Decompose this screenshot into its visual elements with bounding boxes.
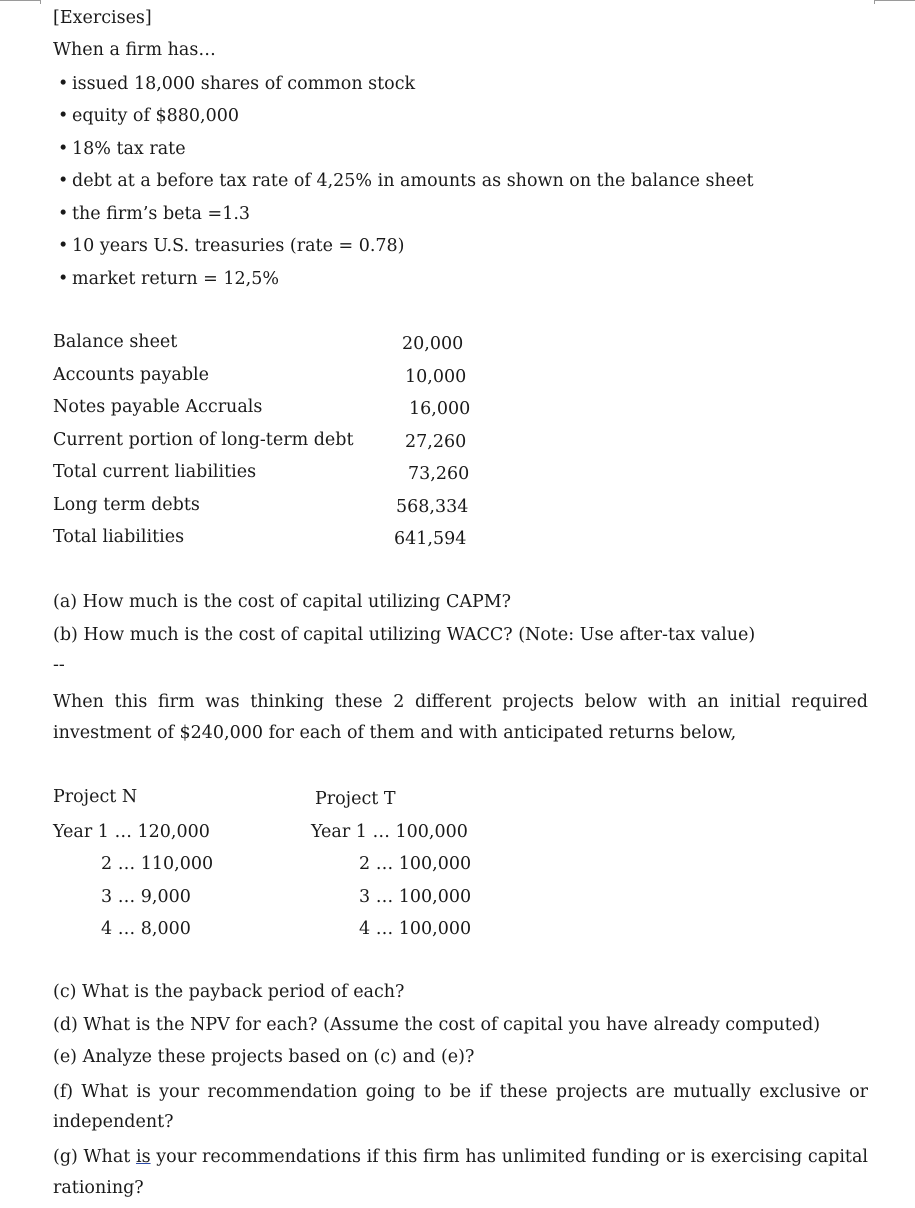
exercises-header: [Exercises] xyxy=(53,8,152,28)
bullet-item: • issued 18,000 shares of common stock xyxy=(58,74,416,94)
question-g-line2: rationing? xyxy=(53,1178,144,1198)
balance-sheet-value: 10,000 xyxy=(405,367,467,387)
question-f-line1: (f) What is your recommendation going to be if these projects are mutually exclusive or xyxy=(53,1082,868,1102)
projects-intro-line2: investment of $240,000 for each of them and with anticipated returns below, xyxy=(53,723,737,743)
project-n-row: Year 1 … 120,000 xyxy=(53,822,210,842)
page-corner-left xyxy=(0,0,40,1)
balance-sheet-label: Total current liabilities xyxy=(53,462,257,482)
balance-sheet-value: 73,260 xyxy=(408,464,470,484)
question-c: (c) What is the payback period of each? xyxy=(53,982,405,1002)
bullet-item: • 18% tax rate xyxy=(58,139,186,159)
project-n-row: 4 … 8,000 xyxy=(101,919,191,939)
question-b: (b) How much is the cost of capital utilizing WACC? (Note: Use after-tax value) xyxy=(53,625,756,645)
underlined-word: is xyxy=(135,1147,151,1167)
project-n-row: 2 … 110,000 xyxy=(101,854,214,874)
page-corner-left-tick xyxy=(40,0,41,4)
balance-sheet-label: Total liabilities xyxy=(53,527,185,547)
balance-sheet-label: Notes payable Accruals xyxy=(53,397,263,417)
intro-text: When a firm has… xyxy=(53,40,216,60)
bullet-item: • equity of $880,000 xyxy=(58,106,239,126)
project-t-row: 2 … 100,000 xyxy=(359,854,472,874)
question-g-line1: (g) What is your recommendations if this firm has unlimited funding or is exercising capital xyxy=(53,1147,868,1167)
projects-intro-line1: When this firm was thinking these 2 different projects below with an initial required xyxy=(53,692,868,712)
project-t-row: 4 … 100,000 xyxy=(359,919,472,939)
project-n-row: 3 … 9,000 xyxy=(101,887,191,907)
page-corner-right xyxy=(875,0,915,1)
page-corner-right-tick xyxy=(874,0,875,4)
balance-sheet-value: 641,594 xyxy=(394,529,467,549)
balance-sheet-value: 20,000 xyxy=(402,334,464,354)
bullet-item: • market return = 12,5% xyxy=(58,269,279,289)
question-f-line2: independent? xyxy=(53,1112,174,1132)
bullet-item: • the firm’s beta =1.3 xyxy=(58,204,251,224)
balance-sheet-value: 568,334 xyxy=(396,497,469,517)
balance-sheet-label: Long term debts xyxy=(53,495,200,515)
question-d: (d) What is the NPV for each? (Assume the cost of capital you have already computed) xyxy=(53,1015,821,1035)
project-t-row: Year 1 … 100,000 xyxy=(311,822,468,842)
question-a: (a) How much is the cost of capital utilizing CAPM? xyxy=(53,592,512,612)
bullet-item: • debt at a before tax rate of 4,25% in amounts as shown on the balance sheet xyxy=(58,171,754,191)
project-n-title: Project N xyxy=(53,787,138,807)
balance-sheet-value: 16,000 xyxy=(409,399,471,419)
balance-sheet-label: Accounts payable xyxy=(53,365,210,385)
project-t-row: 3 … 100,000 xyxy=(359,887,472,907)
balance-sheet-label: Balance sheet xyxy=(53,332,178,352)
question-e: (e) Analyze these projects based on (c) and (e)? xyxy=(53,1047,475,1067)
separator: -- xyxy=(53,655,65,675)
balance-sheet-label: Current portion of long-term debt xyxy=(53,430,354,450)
bullet-item: • 10 years U.S. treasuries (rate = 0.78) xyxy=(58,236,405,256)
project-t-title: Project T xyxy=(315,789,396,809)
balance-sheet-value: 27,260 xyxy=(405,432,467,452)
